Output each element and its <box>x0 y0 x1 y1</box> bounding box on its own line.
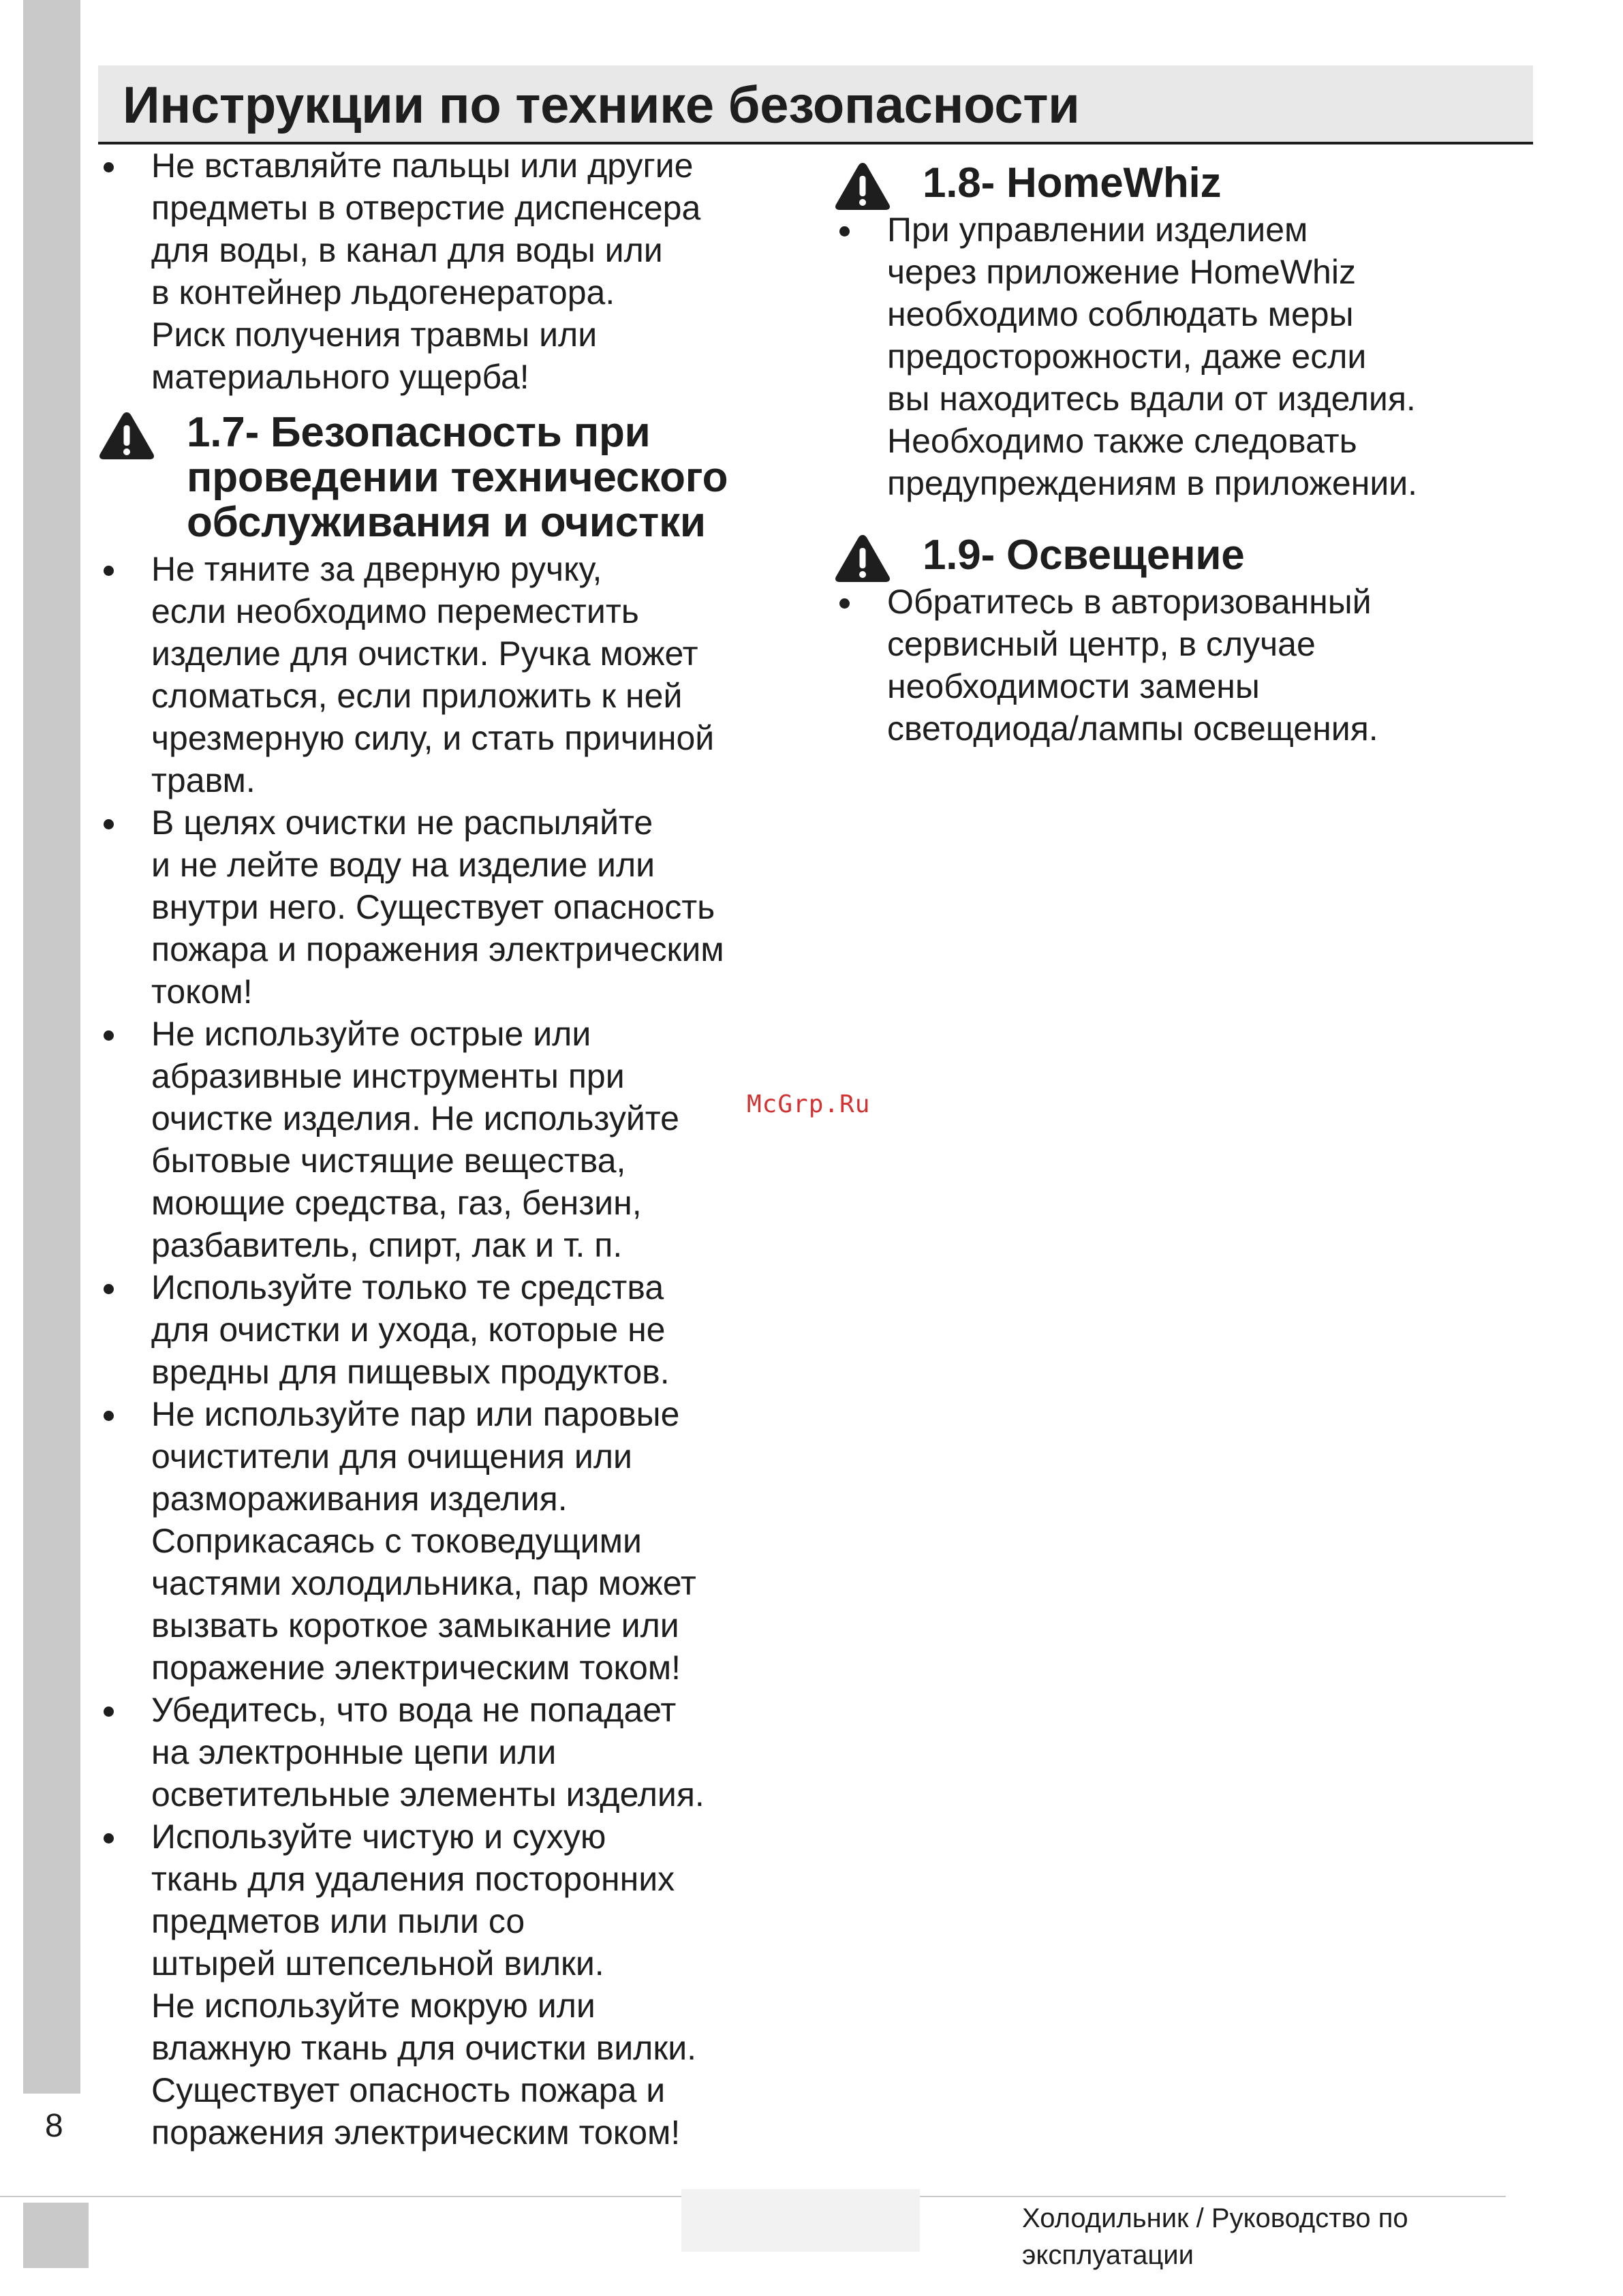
watermark: McGrp.Ru <box>747 1090 871 1118</box>
bullet-icon <box>104 1706 114 1717</box>
list-item <box>98 1816 807 2154</box>
list-item <box>98 801 807 1013</box>
bullet-icon <box>839 226 850 236</box>
section-title: 1.9- Освещение <box>923 532 1245 579</box>
footer-text: Холодильник / Руководство по эксплуатации <box>1022 2203 1408 2270</box>
section-1-7-heading <box>98 410 807 545</box>
section-1-9-heading <box>834 533 1543 578</box>
list-item-text: Не используйте пар или паровые очистители для очищения или размораживания изделия. Соприкасаясь с токоведущими частями холодильника, пар может вызвать короткое замыкание или поражение электрическим током! <box>151 1395 696 1687</box>
bullet-icon <box>104 1284 114 1294</box>
bullet-icon <box>104 1411 114 1421</box>
list-item <box>834 581 1543 750</box>
list-item-text: Обратитесь в авторизованный сервисный центр, в случае необходимости замены светодиода/лампы освещения. <box>887 583 1378 748</box>
footer-square <box>23 2203 89 2268</box>
list-item <box>834 209 1543 504</box>
section-1-7-list <box>98 548 807 2154</box>
list-item-text: В целях очистки не распыляйте и не лейте воду на изделие или внутри него. Существует опасность пожара и поражения электрическим током! <box>151 803 724 1011</box>
left-column <box>98 144 807 2154</box>
bullet-icon <box>839 598 850 609</box>
list-item-text: При управлении изделием через приложение HomeWhiz необходимо соблюдать меры предосторожности, даже если вы находитесь вдали от изделия. Необходимо также следовать предупреждениям в приложении. <box>887 211 1418 502</box>
page-title: Инструкции по технике безопасности <box>123 76 1080 134</box>
bullet-icon <box>104 162 114 172</box>
section-1-8-list <box>834 209 1543 504</box>
bullet-icon <box>104 819 114 829</box>
section-title: 1.8- HomeWhiz <box>923 159 1222 206</box>
warning-triangle-icon <box>98 410 155 461</box>
list-item-text: Используйте чистую и сухую ткань для удаления посторонних предметов или пыли со штырей штепсельной вилки. Не используйте мокрую или влажную ткань для очистки вилки. Существует опасность пожара и поражения электрическим током! <box>151 1818 697 2152</box>
list-item <box>98 548 807 801</box>
intro-list <box>98 144 807 398</box>
warning-triangle-icon <box>834 533 891 583</box>
list-item <box>98 1689 807 1816</box>
section-1-8-heading <box>834 161 1543 206</box>
list-item <box>98 1393 807 1689</box>
list-item-text: Убедитесь, что вода не попадает на электронные цепи или осветительные элементы изделия. <box>151 1691 705 1813</box>
header-band <box>98 65 1533 144</box>
list-item-text: Не используйте острые или абразивные инструменты при очистке изделия. Не используйте бытовые чистящие вещества, моющие средства, газ, бензин, разбавитель, спирт, лак и т. п. <box>151 1015 679 1264</box>
section-title: 1.7- Безопасность при проведении технического обслуживания и очистки <box>187 409 728 546</box>
list-item-text: Используйте только те средства для очистки и ухода, которые не вредны для пищевых продуктов. <box>151 1268 670 1391</box>
bullet-icon <box>104 566 114 576</box>
list-item-text: Не вставляйте пальцы или другие предметы в отверстие диспенсера для воды, в канал для воды или в контейнер льдогенератора. Риск получения травмы или материального ущерба! <box>151 147 701 396</box>
list-item-text: Не тяните за дверную ручку, если необходимо переместить изделие для очистки. Ручка может сломаться, если приложить к ней чрезмерную силу, и стать причиной травм. <box>151 550 715 799</box>
spacer <box>834 504 1543 533</box>
page-number: 8 <box>45 2108 63 2144</box>
list-item <box>98 1013 807 1266</box>
list-item <box>98 144 807 398</box>
list-item <box>98 1266 807 1393</box>
section-1-9-list <box>834 581 1543 750</box>
bullet-icon <box>104 1833 114 1843</box>
footer-bar <box>681 2189 920 2252</box>
warning-triangle-icon <box>834 161 891 211</box>
right-column <box>834 161 1543 750</box>
side-bar <box>23 0 80 2094</box>
bullet-icon <box>104 1030 114 1041</box>
